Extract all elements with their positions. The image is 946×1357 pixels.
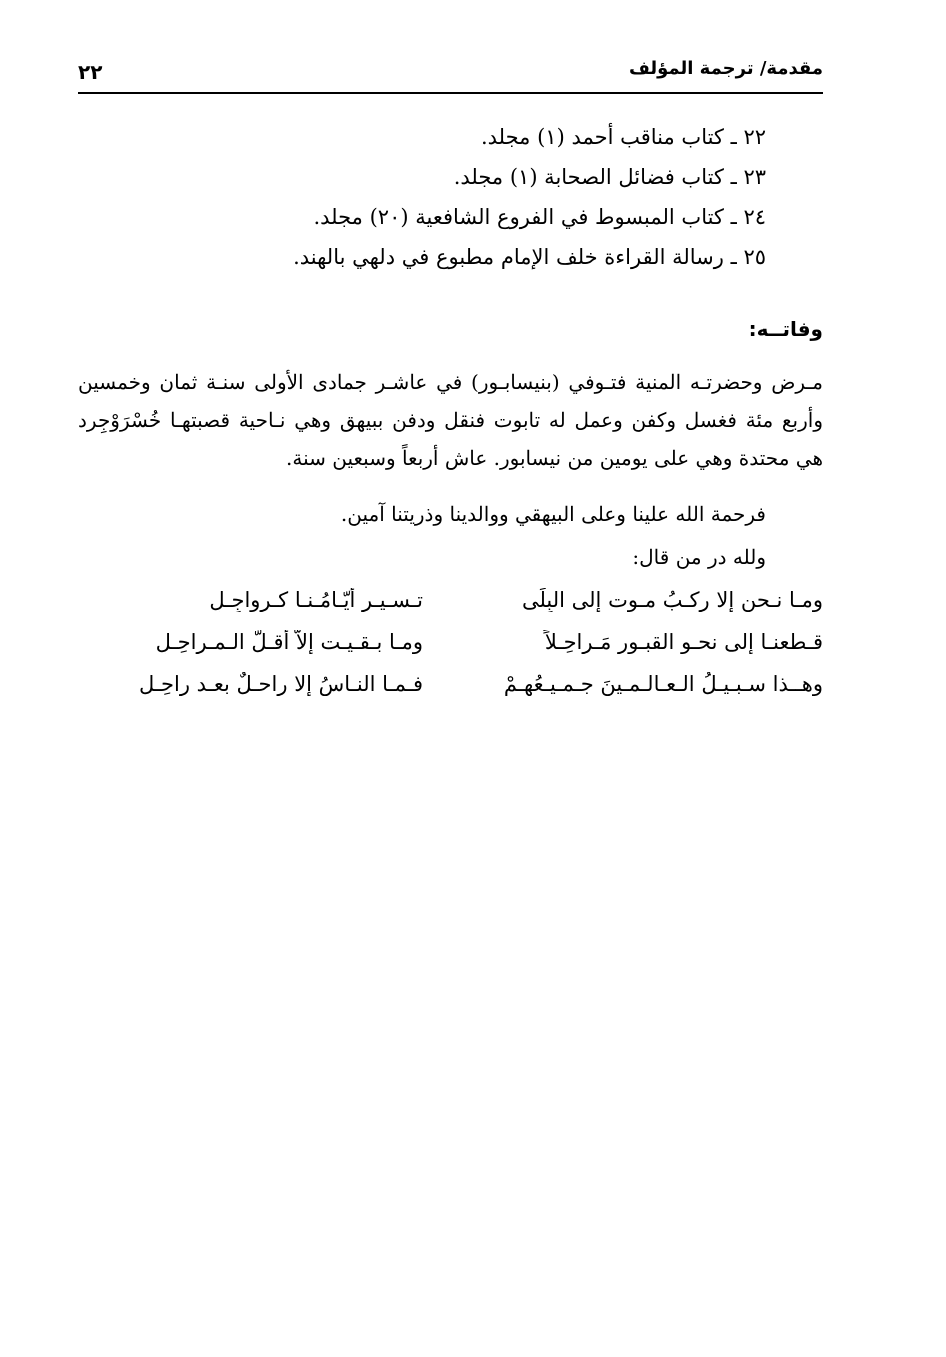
verse-first-hemistich: قـطعنـا إلى نحـوِ القبـورِ مَـراحِـلاً	[544, 630, 823, 654]
verse-second-hemistich: ومـا بـقـيـت إلاَّ أقـلُّ الـمـراحِـلِ	[155, 630, 423, 654]
poem-verse	[78, 672, 823, 714]
poem-verse	[78, 588, 823, 630]
verse-first-hemistich: ومـا نـحن إلا ركـبُ مـوت إلى البِلَى	[521, 588, 823, 612]
book-item: ٢٥ ـ رسالة القراءة خلف الإمام مطبوع في دلهي بالهند.	[293, 245, 766, 269]
book-item: ٢٢ ـ كتاب مناقب أحمد (١) مجلد.	[480, 125, 766, 149]
verse-second-hemistich: تـسـيـر أيّـامُـنـا كـرواجِـلِ	[209, 588, 423, 612]
poem-verse	[78, 630, 823, 672]
death-paragraph: مـرض وحضرتـه المنية فتـوفي (بنيسابـور) في عاشـر جمادى الأولى سنـة ثمان وخمسين وأربع مئة فغسل وكفن وعمل له تابوت فنقل ودفن ببيهق وهي نـاحية قصبتهـا خُسْرَوْجِرد هي محتدة وهي على يومين من نيسابور. عاش أربعاً وسبعين سنة.	[78, 370, 823, 470]
book-item: ٢٤ ـ كتاب المبسوط في الفروع الشافعية (٢٠) مجلد.	[313, 205, 766, 229]
poem	[78, 588, 823, 714]
poem-intro: ولله در من قال:	[632, 545, 766, 569]
verse-first-hemistich: وهــذا سـبـيـلُ الـعـالـمـينَ جـمـيـعُهـمْ	[503, 672, 823, 696]
page-header	[78, 48, 823, 94]
prayer-paragraph: فرحمة الله علينا وعلى البيهقي ووالدينا وذريتنا آمين.	[340, 502, 766, 526]
section-heading: وفاتــه:	[748, 317, 823, 341]
book-list	[206, 117, 766, 277]
running-title: مقدمة/ ترجمة المؤلف	[628, 58, 823, 79]
verse-second-hemistich: فـمـا النـاسُ إلا راحـلٌ بعـد راحِـلِ	[138, 672, 423, 696]
book-item: ٢٣ ـ كتاب فضائل الصحابة (١) مجلد.	[453, 165, 766, 189]
page-number: ٢٢	[78, 60, 103, 84]
